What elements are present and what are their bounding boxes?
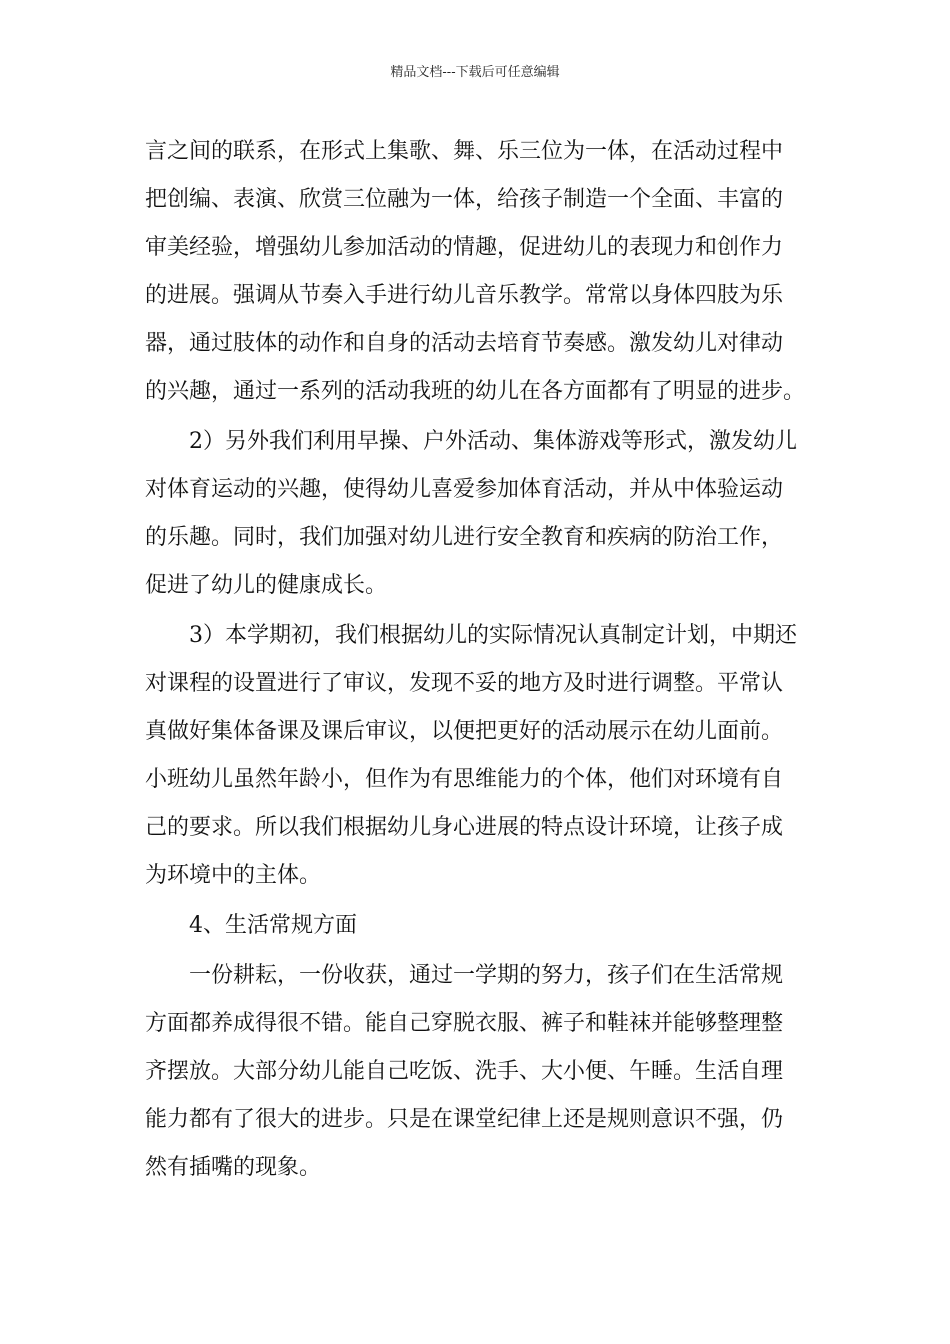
text-line: 小班幼儿虽然年龄小，但作为有思维能力的个体，他们对环境有自 — [145, 767, 784, 792]
text-line: 齐摆放。大部分幼儿能自己吃饭、洗手、大小便、午睡。生活自理 — [145, 1059, 784, 1084]
text-line: 一份耕耘，一份收获，通过一学期的努力，孩子们在生活常规 — [145, 963, 784, 988]
text-line: 器，通过肢体的动作和自身的活动去培育节奏感。激发幼儿对律动 — [145, 331, 784, 356]
text-line: 方面都养成得很不错。能自己穿脱衣服、裤子和鞋袜并能够整理整 — [145, 1011, 784, 1036]
text-line: 把创编、表演、欣赏三位融为一体，给孩子制造一个全面、丰富的 — [145, 187, 784, 212]
section-heading: 4、生活常规方面 — [145, 913, 357, 938]
text-line: 能力都有了很大的进步。只是在课堂纪律上还是规则意识不强，仍 — [145, 1107, 784, 1132]
text-line: 3）本学期初，我们根据幼儿的实际情况认真制定计划，中期还 — [145, 623, 797, 648]
body-text — [145, 128, 810, 1192]
text-line: 的乐趣。同时，我们加强对幼儿进行安全教育和疾病的防治工作， — [145, 525, 784, 550]
text-line: 2）另外我们利用早操、户外活动、集体游戏等形式，激发幼儿 — [145, 429, 797, 454]
text-line: 对体育运动的兴趣，使得幼儿喜爱参加体育活动，并从中体验运动 — [145, 477, 784, 502]
page-header: 精品文档---下载后可任意编辑 — [390, 65, 560, 80]
text-line: 的兴趣，通过一系列的活动我班的幼儿在各方面都有了明显的进步。 — [145, 379, 806, 404]
text-line: 的进展。强调从节奏入手进行幼儿音乐教学。常常以身体四肢为乐 — [145, 283, 784, 308]
text-line: 促进了幼儿的健康成长。 — [145, 573, 388, 598]
text-line: 为环境中的主体。 — [145, 863, 322, 888]
text-line: 然有插嘴的现象。 — [145, 1155, 322, 1180]
text-line: 对课程的设置进行了审议，发现不妥的地方及时进行调整。平常认 — [145, 671, 784, 696]
text-line: 审美经验，增强幼儿参加活动的情趣，促进幼儿的表现力和创作力 — [145, 235, 784, 260]
text-line: 己的要求。所以我们根据幼儿身心进展的特点设计环境，让孩子成 — [145, 815, 784, 840]
text-line: 真做好集体备课及课后审议，以便把更好的活动展示在幼儿面前。 — [145, 719, 784, 744]
text-line: 言之间的联系，在形式上集歌、舞、乐三位为一体，在活动过程中 — [145, 139, 784, 164]
